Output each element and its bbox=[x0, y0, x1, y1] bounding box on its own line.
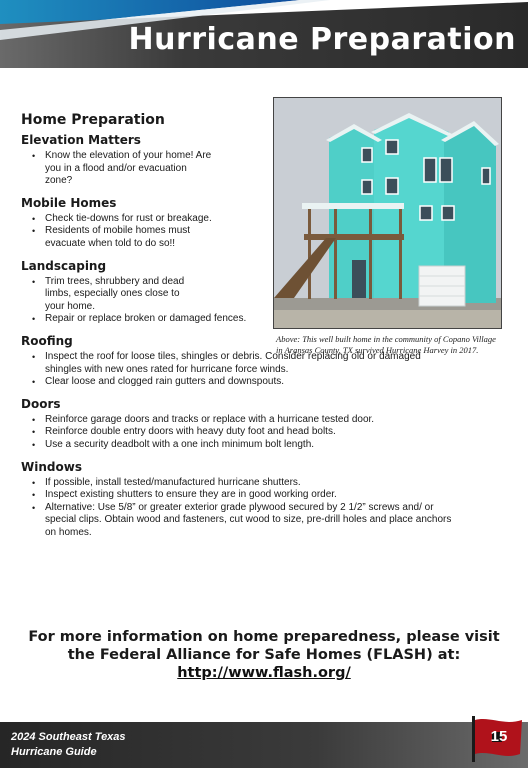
more-info-callout bbox=[20, 628, 508, 682]
heading-landscaping: Landscaping bbox=[21, 258, 107, 273]
list-item: • Inspect the roof for loose tiles, shingles or debris. Consider replacing old or damaged shingles with new ones rated for hurricane force winds. bbox=[45, 351, 455, 376]
more-info-text: For more information on home preparedness, please visit the Federal Alliance for Safe Homes (FLASH) at: bbox=[28, 629, 500, 663]
list-item: • Alternative: Use 5/8” or greater exterior grade plywood secured by 2 1/2” screws and/ or special clips. Obtain wood and fasteners, cut wood to size, pre-drill holes and place anchors on homes. bbox=[45, 502, 465, 540]
page-number: 15 bbox=[490, 728, 508, 745]
heading-elevation: Elevation Matters bbox=[21, 133, 141, 147]
list-item: • Use a security deadbolt with a one inch minimum bolt length. bbox=[45, 439, 501, 452]
list-item: • Repair or replace broken or damaged fences. bbox=[45, 313, 501, 326]
page-title: Hurricane Preparation bbox=[128, 22, 516, 57]
list-item: • Check tie-downs for rust or breakage. bbox=[45, 213, 215, 226]
heading-doors: Doors bbox=[21, 396, 61, 411]
list-elevation bbox=[21, 150, 215, 188]
list-item: • Reinforce double entry doors with heavy duty foot and head bolts. bbox=[45, 426, 501, 439]
list-roofing bbox=[21, 351, 455, 389]
list-windows bbox=[21, 477, 465, 540]
photo-caption: Above: This well built home in the community of Copano Village in Aransas County, TX survived Hurricane Harvey in 2017. bbox=[276, 334, 496, 355]
list-item: • Clear loose and clogged rain gutters and downspouts. bbox=[45, 376, 455, 389]
list-item: • Residents of mobile homes must evacuate when told to do so!! bbox=[45, 225, 215, 250]
guide-title bbox=[11, 730, 126, 760]
heading-mobile-homes: Mobile Homes bbox=[21, 195, 117, 210]
list-item: • Know the elevation of your home! Are you in a flood and/or evacuation zone? bbox=[45, 150, 215, 188]
flash-link[interactable]: http://www.flash.org/ bbox=[177, 665, 351, 681]
list-item: • Trim trees, shrubbery and dead limbs, especially ones close to your home. bbox=[45, 276, 195, 314]
list-landscaping bbox=[21, 276, 501, 326]
heading-roofing: Roofing bbox=[21, 333, 73, 348]
list-mobile-homes bbox=[21, 213, 215, 251]
list-item: • Inspect existing shutters to ensure they are in good working order. bbox=[45, 489, 465, 502]
page-header bbox=[0, 0, 528, 68]
heading-windows: Windows bbox=[21, 459, 82, 474]
list-doors bbox=[21, 414, 501, 452]
list-item: • Reinforce garage doors and tracks or replace with a hurricane tested door. bbox=[45, 414, 501, 427]
section-title: Home Preparation bbox=[21, 112, 165, 128]
guide-title-line2: Hurricane Guide bbox=[11, 746, 97, 758]
main-content bbox=[21, 112, 501, 547]
guide-title-line1: 2024 Southeast Texas bbox=[11, 731, 126, 743]
list-item: • If possible, install tested/manufactured hurricane shutters. bbox=[45, 477, 465, 490]
